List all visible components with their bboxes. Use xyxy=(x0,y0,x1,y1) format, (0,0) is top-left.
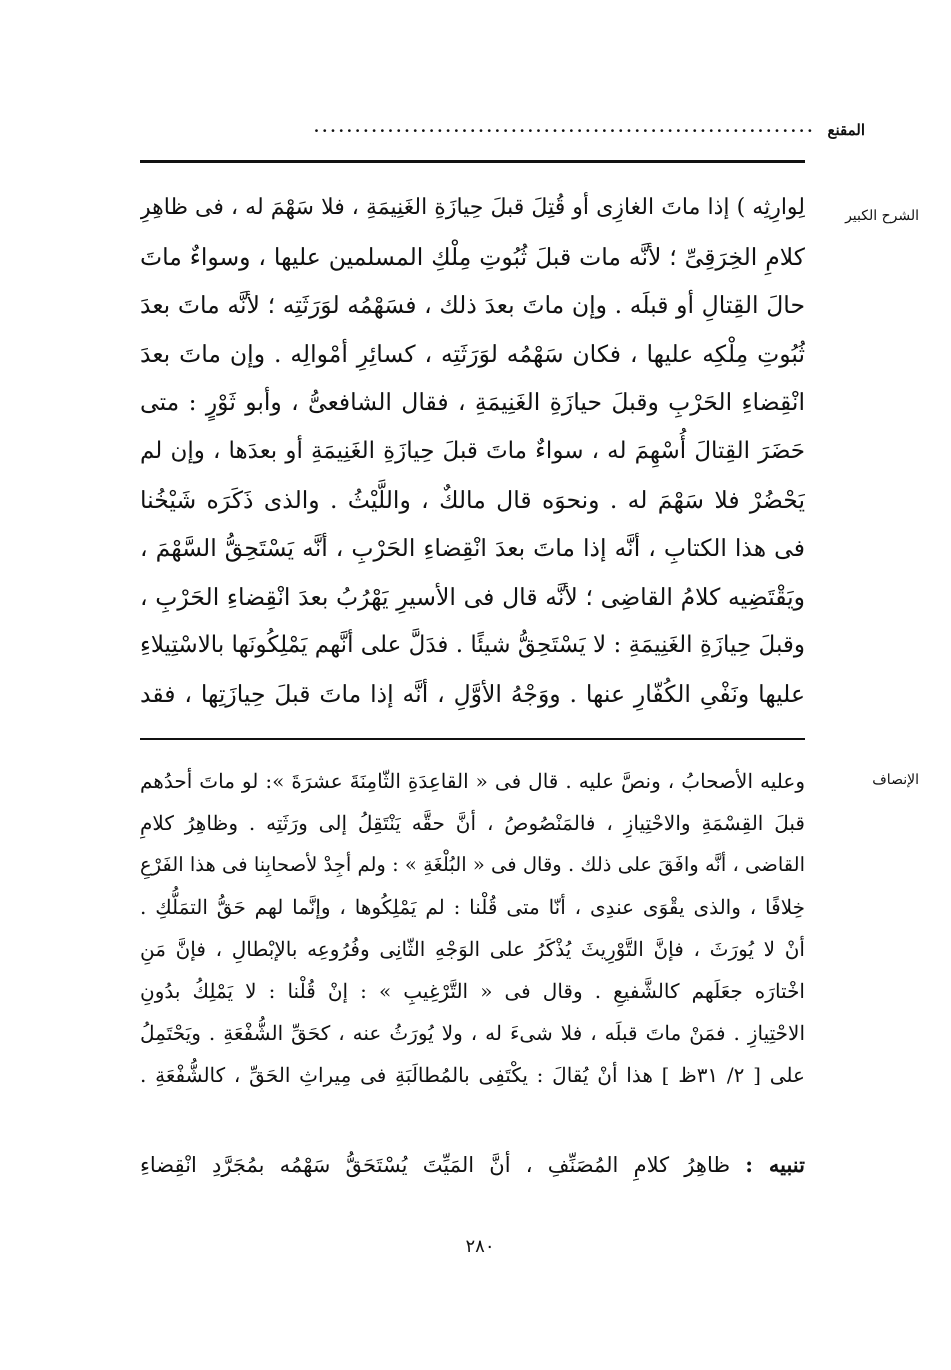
insaf-line: قبلَ القِسْمَةِ والاحْتِيازِ ، فالمَنْصُوصُ ، أنَّ حقَّه يَنْتَقِلُ إلى ورَثَتِه . وظاهِرُ كلامِ xyxy=(140,811,805,835)
sharh-line: كلامِ الخِرَقِىِّ ؛ لأنَّه مات قبلَ ثُبُوتِ مِلْكِ المسلمين عليها ، وسواءٌ ماتَ xyxy=(140,242,805,271)
page-number: ٢٨٠ xyxy=(465,1236,495,1257)
sharh-line: ثُبُوتِ مِلْكِه عليها ، فكان سَهْمُه لوَرَثَتِه ، كسائِرِ أمْوالِه . وإن ماتَ بعدَ xyxy=(140,339,805,368)
sharh-line: لِوارِثِه ) إذا ماتَ الغازِى أو قُتِلَ قبلَ حِيازَةِ الغَنِيمَةِ ، فلا سَهْمَ له ، فى ظاهِرِ xyxy=(140,195,805,220)
tanbih-line xyxy=(140,1145,805,1185)
sharh-line: يَحْضُرْ فلا سَهْمَ له . ونحوَه قال مالكٌ ، واللَّيْثُ . والذى ذَكَرَه شَيْخُنا xyxy=(140,485,805,514)
insaf-line: وعليه الأصحابُ ، ونصَّ عليه . قال فى « القاعِدَةِ الثّامِنَةَ عشرَةَ »: لو ماتَ أحدُهم xyxy=(140,769,805,793)
insaf-text-block xyxy=(140,760,805,1096)
running-title: المقنع xyxy=(827,121,865,139)
sharh-line: وقبلَ حِيازَةِ الغَنِيمَةِ : لا يَسْتَحِقُّ شيئًا . فدَلَّ على أنَّهم يَمْلِكُونَها بالاسْتِيلاءِ xyxy=(140,632,805,659)
header-rule xyxy=(140,160,805,163)
sharh-line: ويَقْتَضِيه كلامُ القاضِى ؛ لأنَّه قال فى الأسيرِ يَهْرُبُ بعدَ انْقِضاءِ الحَرْبِ ، xyxy=(140,582,805,611)
insaf-line: على [ ٢/ ٣١ظ ] هذا أنْ يُقالَ : يكْتَفِى بالمُطالَبَةِ فى مِيراثِ الحَقِّ ، كالشُّفْعَةِ . xyxy=(140,1063,805,1087)
insaf-line: اخْتارَه جعَلَهم كالشَّفيعِ . وقال فى « التَّرْغِيبِ » : إنْ قُلْنا : لا يَمْلِكُ بدُونِ xyxy=(140,979,805,1003)
tanbih-text: ظاهِرُ كلامِ المُصَنِّفِ ، أنَّ المَيِّتَ يُسْتَحَقُّ سَهْمُه بمُجَرَّدِ انْقِضاءِ xyxy=(140,1153,746,1177)
sharh-line: حَضَرَ القِتالَ أُسْهِمَ له ، سواءٌ ماتَ قبلَ حِيازَةِ الغَنِيمَةِ أو بعدَها ، وإن لم xyxy=(140,437,805,464)
sharh-line: فى هذا الكتابِ ، أنَّه إذا ماتَ بعدَ انْقِضاءِ الحَرْبِ ، أنَّه يَسْتَحِقُّ السَّهْمَ ، xyxy=(140,534,805,563)
margin-label-insaf: الإنصاف xyxy=(872,772,919,788)
insaf-line: الاحْتِيازِ . فمَنْ ماتَ قبلَه ، فلا شىءَ له ، ولا يُورَثُ عنه ، كحَقِّ الشُّفْعَةِ . ويَحْتَمِلُ xyxy=(140,1021,805,1045)
insaf-line: خِلافًا ، والذى يقْوَى عندِى ، أنّا متى قُلْنا : لم يَمْلِكُوها ، وإنَّما لهم حَقُّ التمَلُّكِ . xyxy=(140,895,805,919)
sharh-line: حالَ القِتالِ أو قبلَه . وإن ماتَ بعدَ ذلك ، فسَهْمُه لوَرَثَتِه ؛ لأنَّه ماتَ بعدَ xyxy=(140,291,805,320)
running-head-dots: ............................................................. xyxy=(313,120,816,134)
sharh-text-block xyxy=(140,184,805,719)
sharh-line: عليها ونَفْىِ الكُفّارِ عنها . ووَجْهُ الأوَّلِ ، أنَّه إذا ماتَ قبلَ حِيازَتِها ، فقد xyxy=(140,679,805,708)
insaf-line: القاضى ، أنَّه وافَقَ على ذلك . وقال فى « البُلْغَةِ » : ولم أجِدْ لأصحابِنا فى هذا الفَرْعِ xyxy=(140,853,805,876)
margin-label-sharh: الشرح الكبير xyxy=(845,208,919,224)
running-head xyxy=(140,118,865,142)
section-divider xyxy=(140,738,805,740)
tanbih-label: تنبيه : xyxy=(745,1152,805,1177)
sharh-line: انْقِضاءِ الحَرْبِ وقبلَ حيازَةِ الغَنِيمَةِ ، فقال الشافعىُّ ، وأبو ثَوْرٍ : متى xyxy=(140,388,805,417)
insaf-line: أنْ لا يُورَثَ ، فإنَّ التَّوْرِيثَ يُذْكَرُ على الوَجْهِ الثّانِى وفُرُوعِه بالإبْطالِ ، فإنَّ مَنِ xyxy=(140,937,805,961)
tanbih-note xyxy=(140,1145,805,1185)
